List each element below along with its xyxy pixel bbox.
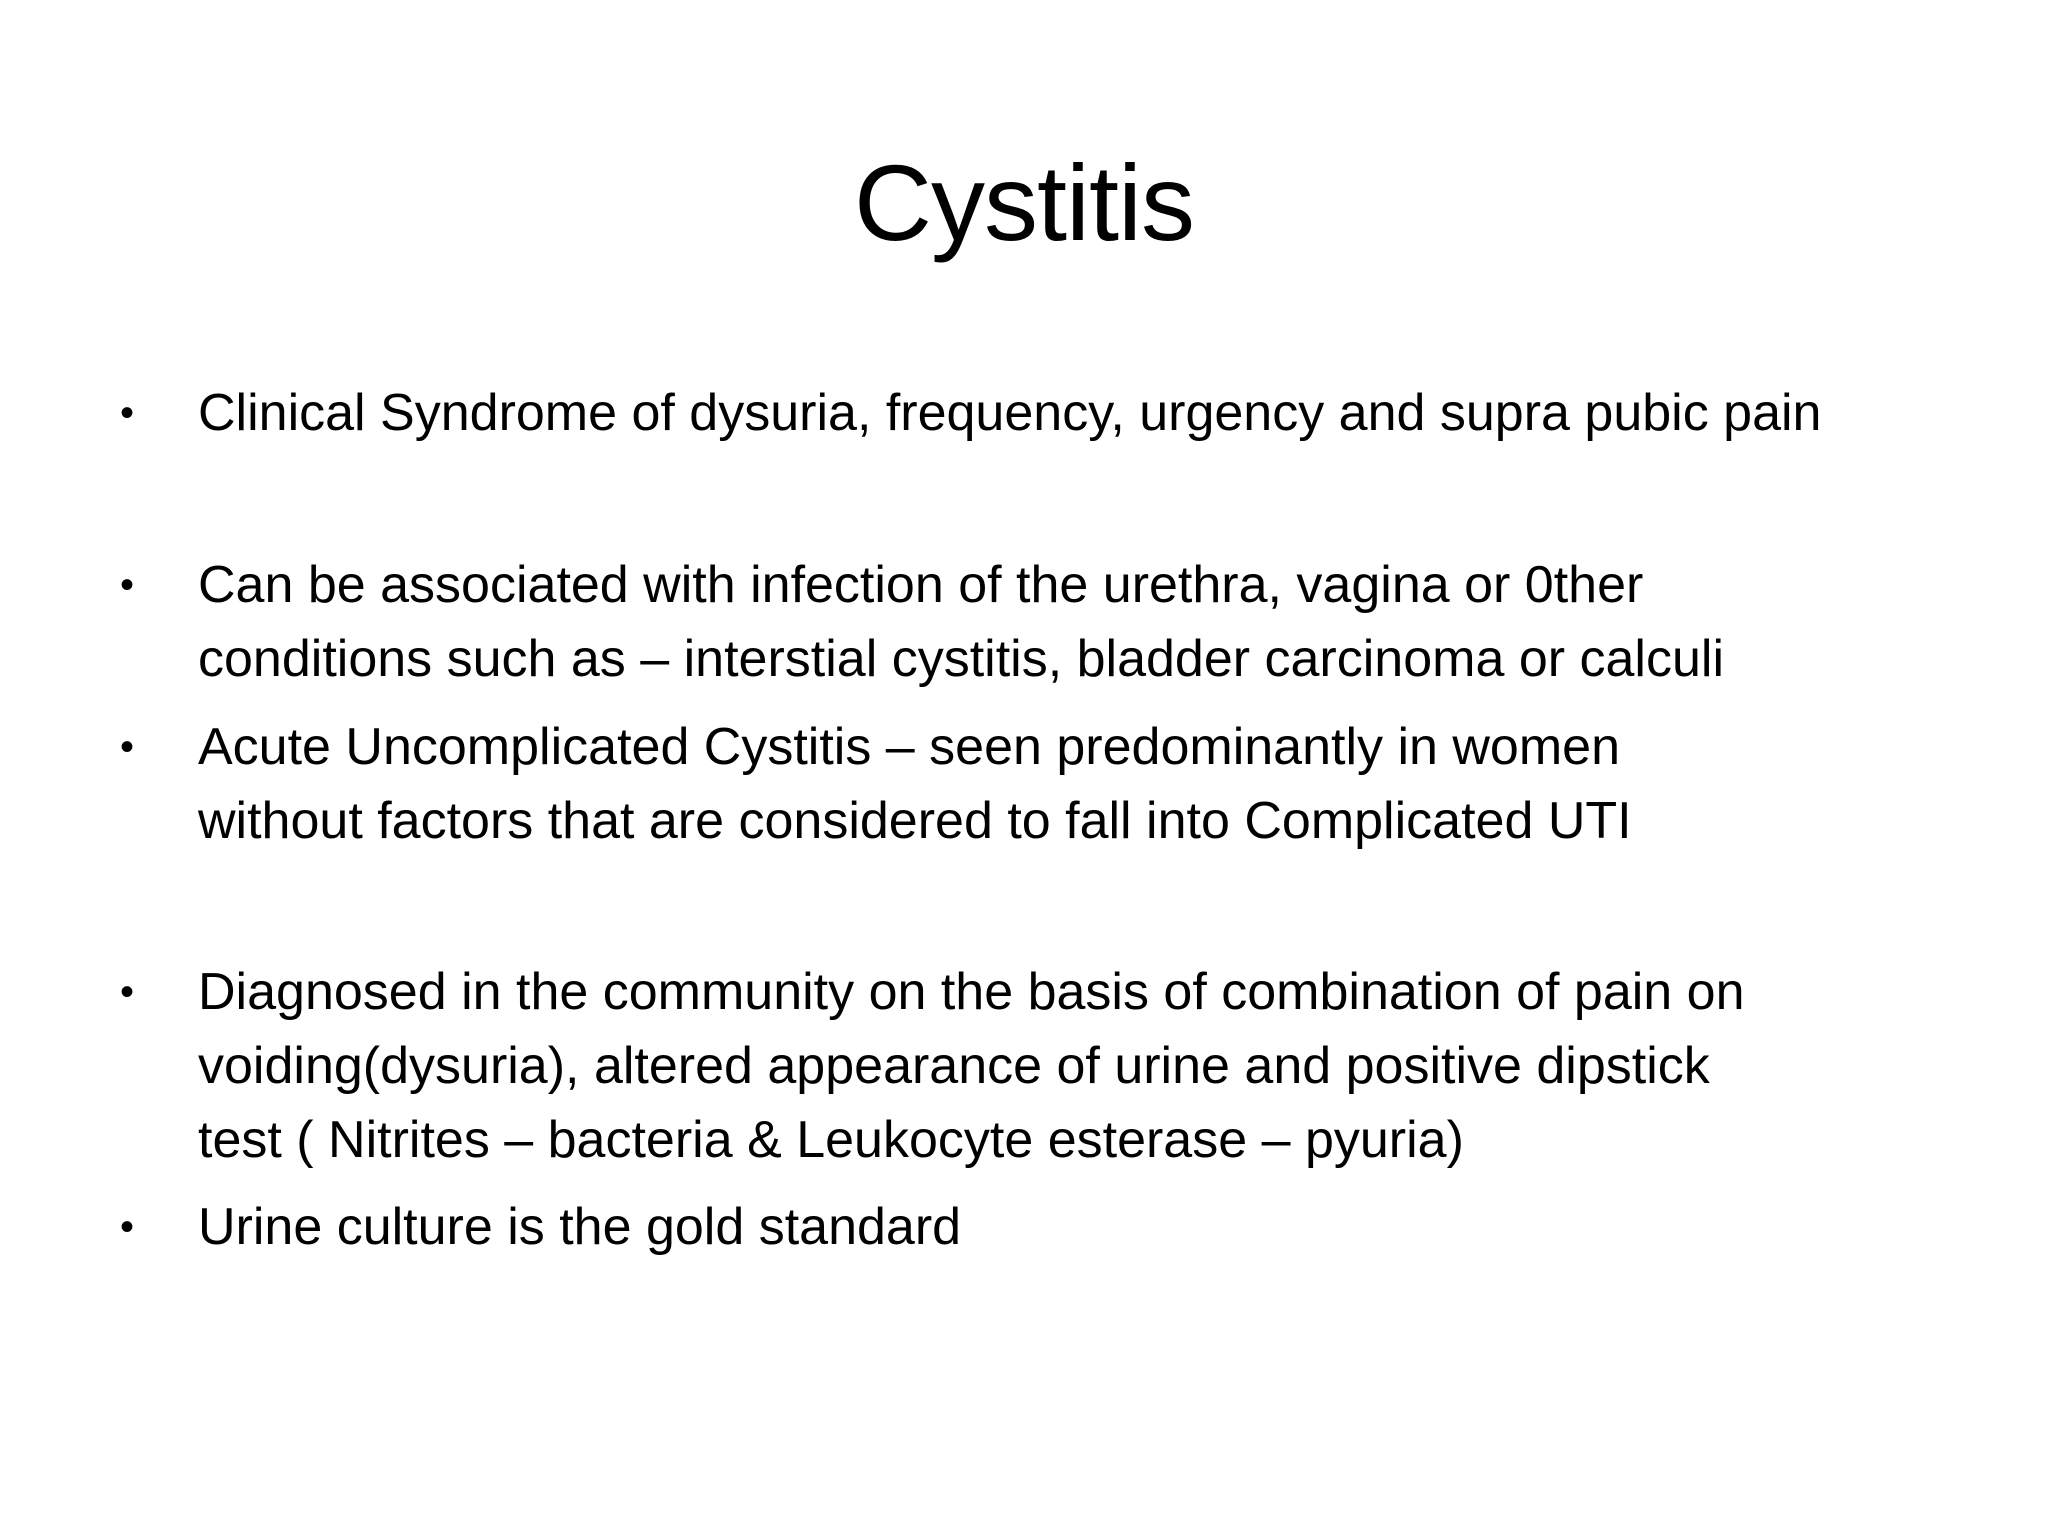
bullet-text: Urine culture is the gold standard bbox=[198, 1198, 962, 1256]
bullet-text: Clinical Syndrome of dysuria, frequency, urgency and supra pubic pain bbox=[198, 384, 1822, 442]
bullet-marker: • bbox=[120, 391, 135, 435]
slide-title: Cystitis bbox=[854, 142, 1194, 263]
bullet-marker: • bbox=[120, 970, 135, 1014]
bullet-text: Diagnosed in the community on the basis of combination of pain on voiding(dysuria), altered appearance of urine and positive dipstick test ( Nitrites – bacteria & Leukocyte esterase – pyuria) bbox=[198, 963, 1745, 1169]
bullet-marker: • bbox=[120, 1205, 135, 1249]
bullet-marker: • bbox=[120, 725, 135, 769]
bullet-marker: • bbox=[120, 563, 135, 607]
bullet-text: Acute Uncomplicated Cystitis – seen predominantly in women without factors that are considered to fall into Complicated UTI bbox=[198, 718, 1632, 850]
bullet-text: Can be associated with infection of the urethra, vagina or 0ther conditions such as – interstial cystitis, bladder carcinoma or calculi bbox=[198, 556, 1725, 688]
